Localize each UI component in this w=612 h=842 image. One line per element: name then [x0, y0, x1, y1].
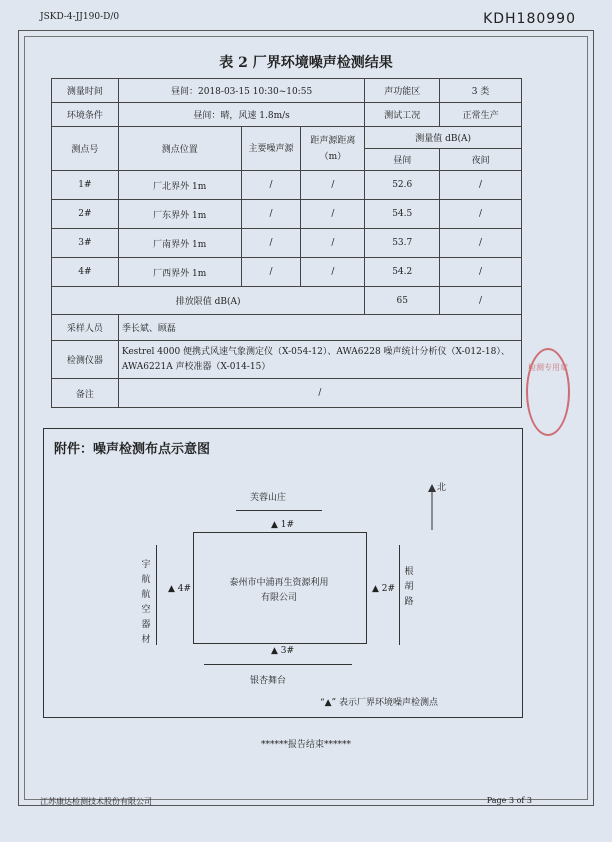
point-night-value: /	[440, 200, 522, 229]
table-row	[52, 200, 522, 229]
point-location: 厂南界外 1m	[118, 229, 241, 258]
point-day-value: 52.6	[365, 171, 440, 200]
header-measure-value: 测量值 dB(A)	[365, 127, 522, 149]
point-3-marker	[271, 646, 294, 656]
table-row	[52, 79, 522, 103]
footer-page-number: Page 3 of 3	[486, 796, 532, 805]
south-site-label: 银杏舞台	[250, 676, 287, 686]
west-site-line	[156, 545, 157, 645]
function-zone-value: 3 类	[440, 79, 522, 103]
point-day-value: 53.7	[365, 229, 440, 258]
table-row	[52, 379, 522, 408]
east-road-line	[399, 545, 400, 645]
point-source: /	[241, 171, 301, 200]
report-end-mark: ******报告结束******	[260, 740, 351, 750]
point-day-value: 54.5	[365, 200, 440, 229]
table-header-row	[52, 127, 522, 149]
label-environment: 环境条件	[52, 103, 119, 127]
triangle-icon: ▲	[168, 584, 175, 594]
label-sampler: 采样人员	[52, 315, 119, 341]
point-night-value: /	[440, 229, 522, 258]
point-no: 2#	[52, 200, 119, 229]
map-legend: “▲” 表示厂界环境噪声检测点	[320, 698, 438, 708]
triangle-icon: ▲	[271, 646, 278, 656]
sampler-value: 季长斌、顾磊	[118, 315, 521, 341]
label-function-zone: 声功能区	[365, 79, 440, 103]
north-site-line	[236, 510, 322, 511]
point-2-marker	[372, 584, 395, 594]
point-4-marker	[168, 584, 191, 594]
remark-value: /	[118, 379, 521, 408]
point-1-label: 1#	[280, 520, 295, 530]
environment-value: 昼间：晴，风速 1.8m/s	[118, 103, 364, 127]
point-source: /	[241, 200, 301, 229]
table-title: 表 2 厂界环境噪声检测结果	[219, 55, 393, 71]
point-distance: /	[301, 229, 365, 258]
point-distance: /	[301, 171, 365, 200]
limit-night: /	[440, 287, 522, 315]
instrument-value: Kestrel 4000 便携式风速气象测定仪（X-054-12）、AWA6228 噪声统计分析仪（X-012-18）、AWA6221A 声校准器（X-014-15）	[118, 341, 521, 379]
point-location: 厂北界外 1m	[118, 171, 241, 200]
triangle-icon: ▲	[271, 520, 278, 530]
factory-name-line2: 有限公司	[260, 593, 297, 603]
point-no: 1#	[52, 171, 119, 200]
south-site-line	[204, 664, 352, 665]
limit-day: 65	[365, 287, 440, 315]
label-remark: 备注	[52, 379, 119, 408]
factory-name-line1: 泰州市中浦再生资源利用	[229, 578, 329, 588]
noise-result-table	[51, 78, 522, 408]
point-location: 厂东界外 1m	[118, 200, 241, 229]
north-site-label: 芙蓉山庄	[250, 493, 287, 503]
point-source: /	[241, 229, 301, 258]
point-night-value: /	[440, 258, 522, 287]
table-row	[52, 258, 522, 287]
north-label: 北	[437, 483, 447, 493]
report-number: KDH180990	[483, 11, 576, 27]
header-night: 夜间	[440, 149, 522, 171]
point-4-label: 4#	[177, 584, 192, 594]
point-3-label: 3#	[280, 646, 295, 656]
header-distance: 距声源距离（m）	[301, 127, 365, 171]
west-site-label: 宇航航空器材	[141, 560, 151, 645]
point-2-label: 2#	[381, 584, 396, 594]
point-day-value: 54.2	[365, 258, 440, 287]
table-row	[52, 315, 522, 341]
footer-company: 江苏康达检测技术股份有限公司	[40, 797, 152, 806]
point-distance: /	[301, 200, 365, 229]
point-no: 4#	[52, 258, 119, 287]
point-no: 3#	[52, 229, 119, 258]
label-test-condition: 测试工况	[365, 103, 440, 127]
label-instrument: 检测仪器	[52, 341, 119, 379]
triangle-icon: ▲	[372, 584, 379, 594]
test-condition-value: 正常生产	[440, 103, 522, 127]
table-row	[52, 103, 522, 127]
doc-code: JSKD-4-JJ190-D/0	[40, 12, 120, 22]
table-row	[52, 287, 522, 315]
annex-title: 附件：噪声检测布点示意图	[54, 442, 211, 457]
east-road-label: 根胡路	[404, 567, 414, 607]
point-distance: /	[301, 258, 365, 287]
table-row	[52, 341, 522, 379]
header-day: 昼间	[365, 149, 440, 171]
factory-name	[193, 576, 365, 606]
label-measure-time: 测量时间	[52, 79, 119, 103]
point-location: 厂西界外 1m	[118, 258, 241, 287]
table-row	[52, 171, 522, 200]
header-point-location: 测点位置	[118, 127, 241, 171]
table-row	[52, 229, 522, 258]
point-night-value: /	[440, 171, 522, 200]
point-1-marker	[271, 520, 294, 530]
measure-time-value: 昼间：2018-03-15 10:30~10:55	[118, 79, 364, 103]
limit-label: 排放限值 dB(A)	[52, 287, 365, 315]
header-main-source: 主要噪声源	[241, 127, 301, 171]
official-seal: 检测专用章	[526, 348, 570, 436]
header-point-no: 测点号	[52, 127, 119, 171]
point-source: /	[241, 258, 301, 287]
